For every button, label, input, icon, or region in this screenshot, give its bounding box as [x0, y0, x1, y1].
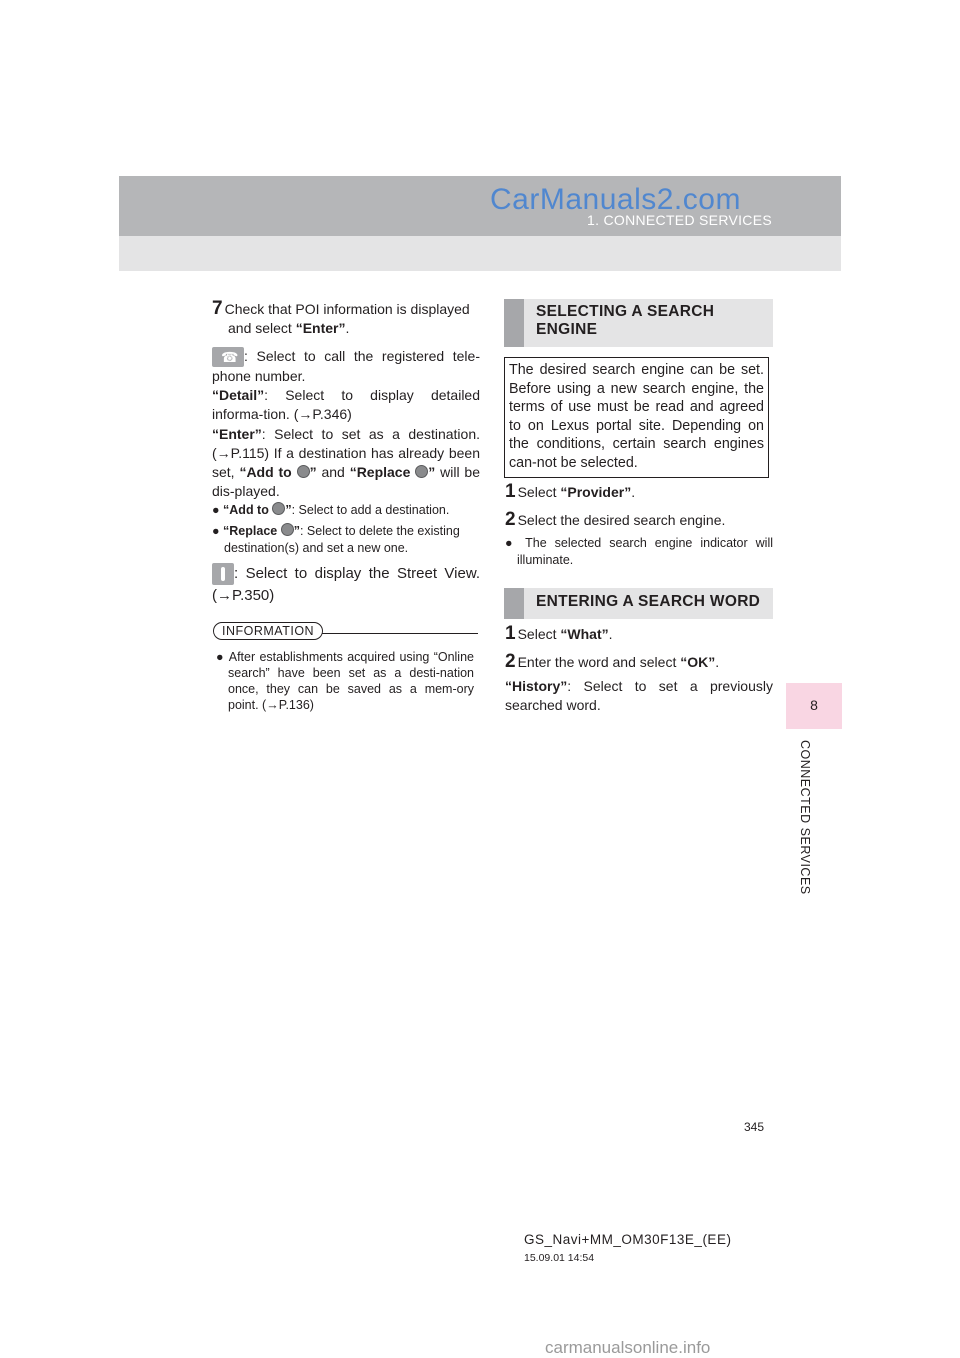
document-date: 15.09.01 14:54	[524, 1252, 595, 1264]
chapter-label: CONNECTED SERVICES	[798, 740, 812, 895]
search-engine-note-box: The desired search engine can be set. Before using a new search engine, the terms of use must be read and agreed to on Lexus portal site. Depending on the conditions, certain search engines can-not be selected.	[504, 357, 769, 478]
street-view-description: : Select to display the Street View. (→P.350)	[212, 565, 480, 605]
history-description: “History”: Select to set a previously searched word.	[505, 678, 773, 713]
destination-marker-icon	[272, 502, 285, 515]
destination-marker-icon	[281, 523, 294, 536]
heading-entering-search-word: ENTERING A SEARCH WORD	[504, 588, 773, 619]
list-item: ● “Replace ”: Select to delete the existing destination(s) and set a new one.	[212, 524, 460, 555]
step-number: 7	[212, 298, 223, 319]
destination-marker-icon	[415, 465, 428, 478]
phone-icon	[212, 347, 244, 367]
chapter-number: 8	[810, 697, 818, 713]
information-text: ● After establishments acquired using “Online search” have been set as a desti-nation once, they can be saved as a mem-ory point. (→P.136)	[216, 650, 474, 712]
step-1-what: 1 Select “What”.	[505, 623, 613, 644]
page-number: 345	[744, 1120, 765, 1134]
watermark: CarManuals2.com	[490, 183, 741, 216]
step-2-ok: 2 Enter the word and select “OK”.	[505, 651, 720, 672]
document-code: GS_Navi+MM_OM30F13E_(EE)	[524, 1232, 732, 1247]
phone-description: ☎: Select to call the registered tele-phone number.	[212, 347, 480, 386]
detail-description: “Detail”: Select to display detailed informa-tion. (→P.346)	[212, 387, 480, 422]
destination-marker-icon	[297, 465, 310, 478]
heading-selecting-search-engine: SELECTING A SEARCH ENGINE	[504, 299, 773, 347]
list-item: ● The selected search engine indicator will illuminate.	[505, 536, 773, 567]
step-2-search-engine: 2 Select the desired search engine.	[505, 509, 726, 530]
enter-bullets	[212, 502, 480, 557]
person-icon	[212, 563, 234, 585]
header-subbar	[119, 236, 841, 271]
information-label: INFORMATION	[213, 622, 323, 640]
step-1-provider: 1 Select “Provider”.	[505, 481, 636, 502]
list-item: ● “Add to ”: Select to add a destination.	[212, 503, 450, 517]
chapter-label-container	[796, 740, 812, 900]
enter-description: “Enter”: Select to set as a destination. (→P.115) If a destination has already been set, “Add to ” and “Replace ” will be dis-played.	[212, 426, 480, 499]
step-7: 7 Check that POI information is displayed and select “Enter”.	[212, 298, 470, 336]
footer-watermark: carmanualsonline.info	[545, 1338, 711, 1357]
section-title: 1. CONNECTED SERVICES	[587, 212, 772, 228]
